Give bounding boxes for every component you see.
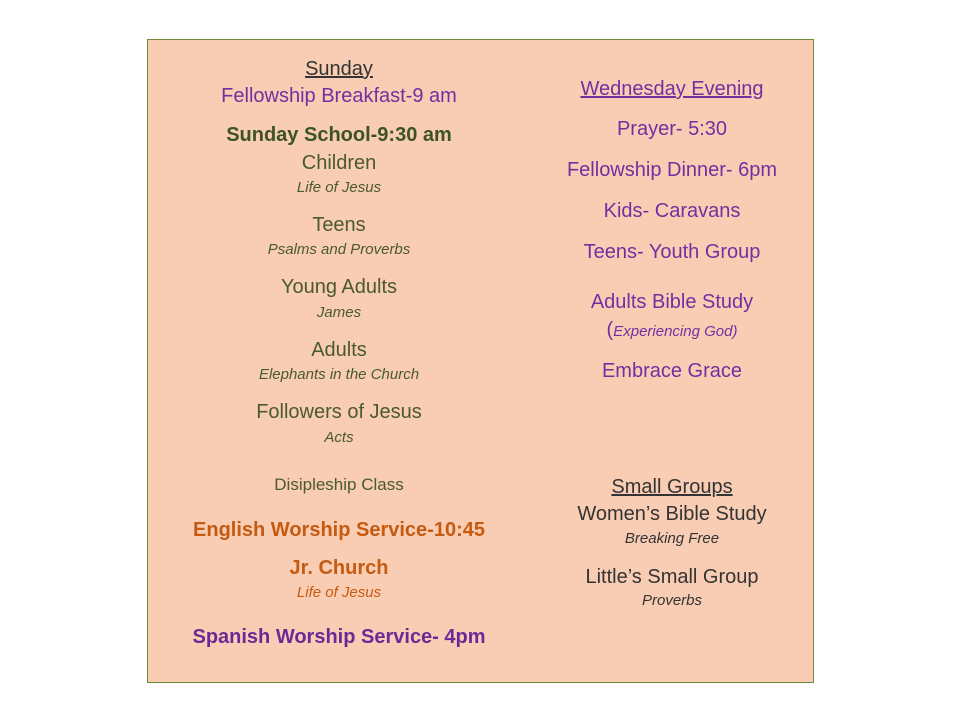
adults-bible-study: Adults Bible Study: [590, 291, 754, 313]
adults-bible-study-topic: Experiencing God): [613, 323, 738, 340]
small-group-womens-topic: Breaking Free: [624, 530, 720, 547]
class-children-topic: Life of Jesus: [296, 179, 382, 196]
small-groups-heading: Small Groups: [611, 476, 733, 498]
sunday-heading: Sunday: [305, 58, 373, 80]
sunday-school-heading: Sunday School-9:30 am: [226, 124, 452, 146]
class-adults: Adults: [311, 339, 367, 361]
jr-church-topic: Life of Jesus: [296, 584, 382, 601]
fellowship-dinner: Fellowship Dinner- 6pm: [566, 159, 778, 181]
fellowship-breakfast: Fellowship Breakfast-9 am: [221, 85, 457, 107]
class-young-adults: Young Adults: [280, 276, 398, 298]
class-teens-topic: Psalms and Proverbs: [267, 241, 411, 258]
teens-youth-group: Teens- Youth Group: [583, 241, 761, 263]
small-group-littles-topic: Proverbs: [641, 592, 703, 609]
english-worship: English Worship Service-10:45: [193, 519, 485, 541]
paren-open: (: [606, 319, 614, 341]
prayer: Prayer- 5:30: [616, 118, 728, 140]
discipleship-class: Disipleship Class: [274, 475, 404, 494]
class-followers: Followers of Jesus: [256, 401, 422, 423]
class-teens: Teens: [312, 214, 366, 236]
jr-church: Jr. Church: [289, 557, 389, 579]
class-adults-topic: Elephants in the Church: [258, 366, 420, 383]
wednesday-heading: Wednesday Evening: [580, 78, 764, 100]
class-followers-topic: Acts: [324, 429, 354, 446]
embrace-grace: Embrace Grace: [601, 360, 743, 382]
small-group-womens: Women’s Bible Study: [577, 503, 767, 525]
class-young-adults-topic: James: [316, 304, 362, 321]
adults-bible-study-topic-line: [607, 320, 738, 340]
class-children: Children: [301, 152, 377, 174]
spanish-worship: Spanish Worship Service- 4pm: [192, 626, 486, 648]
small-group-littles: Little’s Small Group: [585, 566, 759, 588]
kids-caravans: Kids- Caravans: [603, 200, 741, 222]
